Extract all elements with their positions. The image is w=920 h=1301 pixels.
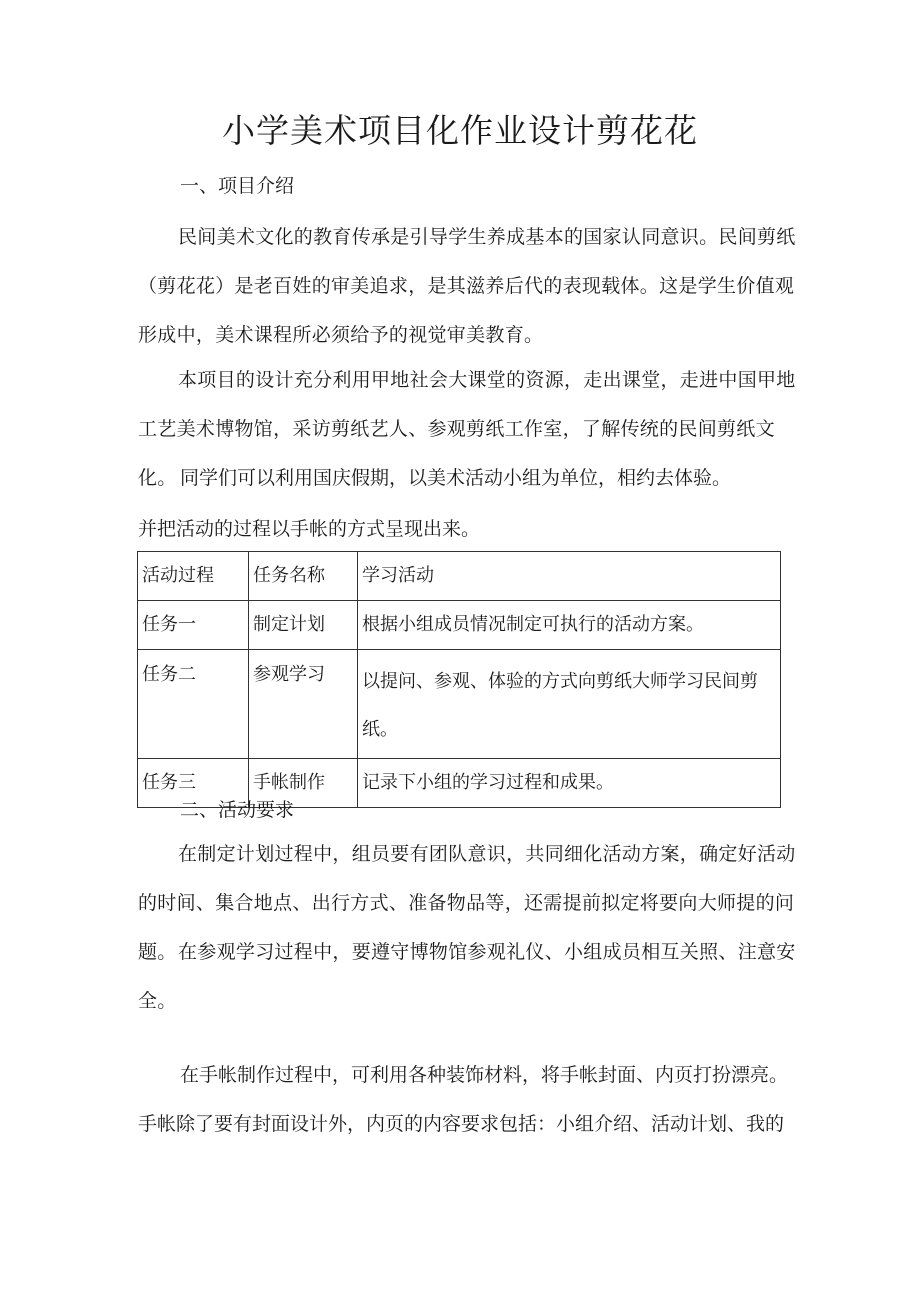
table-cell: 以提问、参观、体验的方式向剪纸大师学习民间剪纸。 — [358, 650, 781, 759]
paragraph-intro-1: 民间美术文化的教育传承是引导学生养成基本的国家认同意识。民间剪纸（剪花花）是老百姓的审美追求，是其滋养后代的表现载体。这是学生价值观形成中，美术课程所必须给予的视觉审美教育。 — [138, 226, 796, 346]
table-header-row — [138, 552, 781, 601]
table-cell: 任务二 — [138, 650, 249, 759]
table-cell: 记录下小组的学习过程和成果。 — [358, 759, 781, 808]
table-cell: 根据小组成员情况制定可执行的活动方案。 — [358, 601, 781, 650]
table-row — [138, 601, 781, 650]
table-cell: 参观学习 — [249, 650, 358, 759]
task-table — [137, 551, 781, 808]
table-header-cell: 任务名称 — [249, 552, 358, 601]
table-cell: 任务一 — [138, 601, 249, 650]
table-cell: 制定计划 — [249, 601, 358, 650]
paragraph-intro-2: 本项目的设计充分利用甲地社会大课堂的资源，走出课堂，走进中国甲地工艺美术博物馆，采访剪纸艺人、参观剪纸工作室，了解传统的民间剪纸文化。 — [138, 369, 796, 489]
table-cell: 任务三 — [138, 759, 249, 808]
section-heading-requirements: 二、活动要求 — [180, 799, 295, 821]
table-row — [138, 650, 781, 759]
table-cell: 手帐制作 — [249, 759, 358, 808]
paragraph-requirements-2: 在参观学习过程中，要遵守博物馆参观礼仪、小组成员相互关照、注意安全。 — [138, 941, 796, 1012]
paragraph-intro-4: 并把活动的过程以手帐的方式呈现出来。 — [138, 518, 481, 540]
paragraph-requirements-1: 在制定计划过程中，组员要有团队意识，共同细化活动方案，确定好活动的时间、集合地点、出行方式、准备物品等，还需提前拟定将要向大师提的问题。 — [138, 843, 796, 963]
paragraph-requirements-4: 手帐除了要有封面设计外，内页的内容要求包括：小组介绍、活动计划、我的 — [138, 1113, 785, 1135]
document-title: 小学美术项目化作业设计剪花花 — [222, 111, 698, 150]
section-heading-intro: 一、项目介绍 — [180, 175, 295, 197]
paragraph-requirements-3: 在手帐制作过程中，可利用各种装饰材料，将手帐封面、内页打扮漂亮。 — [180, 1064, 789, 1086]
table-header-cell: 活动过程 — [138, 552, 249, 601]
table-header-cell: 学习活动 — [358, 552, 781, 601]
paragraph-intro-3: 同学们可以利用国庆假期，以美术活动小组为单位，相约去体验。 — [180, 467, 732, 489]
